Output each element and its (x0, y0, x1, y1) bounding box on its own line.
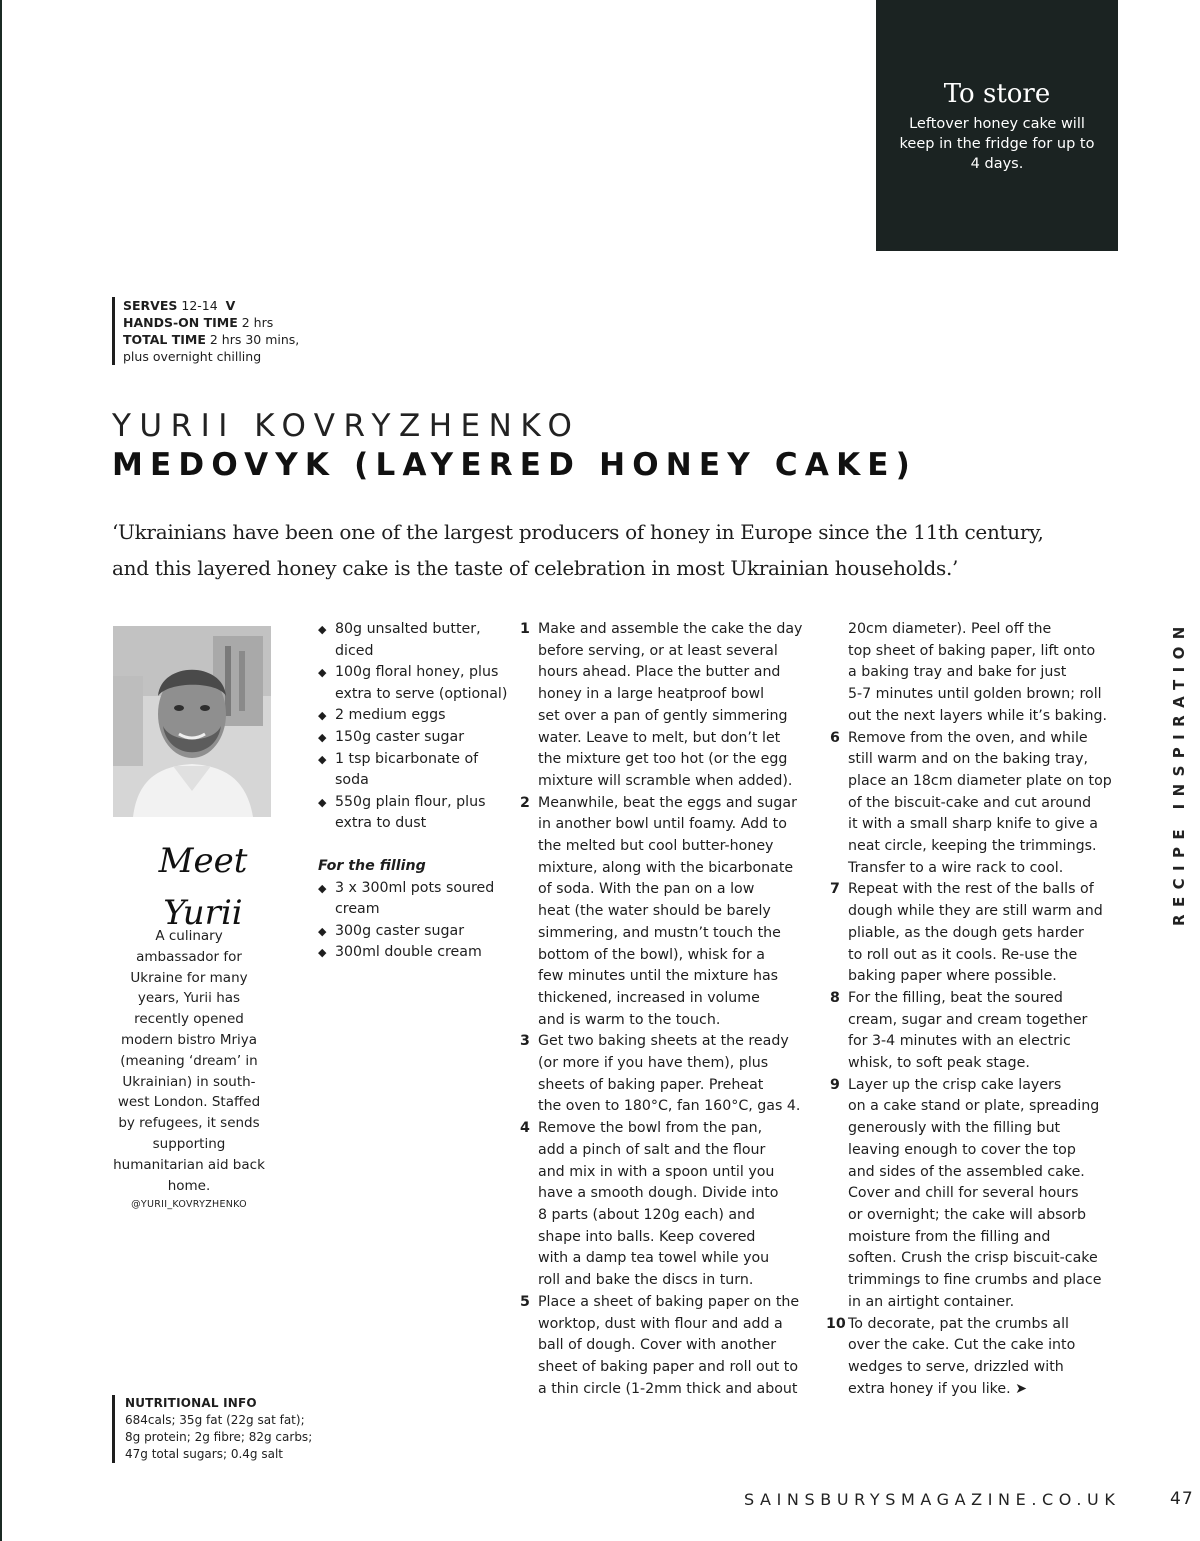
ingredient-text: 100g floral honey, plus extra to serve (optional) (335, 664, 508, 702)
step-number: 5 (520, 1293, 530, 1310)
social-handle: @YURII_KOVRYZHENKO (131, 1199, 247, 1210)
step-text-line: have a smooth dough. Divide into (538, 1185, 779, 1202)
ingredient-item (318, 878, 508, 921)
ingredient-text: 2 medium eggs (335, 707, 446, 724)
ingredient-text: 1 tsp bicarbonate of soda (335, 750, 479, 789)
step-text-line: For the filling, beat the soured (848, 989, 1063, 1006)
step-text-line: place an 18cm diameter plate on top (848, 772, 1112, 789)
ingredients-filling (318, 878, 508, 964)
chef-name: YURII KOVRYZHENKO (112, 408, 581, 444)
step-text-line: it with a small sharp knife to give a (848, 816, 1098, 833)
step-number: 7 (830, 881, 840, 898)
step-text-line: 20cm diameter). Peel off the (848, 621, 1052, 637)
nutrition-line: 8g protein; 2g fibre; 82g carbs; (125, 1430, 313, 1444)
step-text-line: water. Leave to melt, but don’t let (538, 729, 781, 746)
diamond-bullet-icon: ◆ (318, 795, 327, 809)
method-step (520, 619, 812, 793)
step-text-line: mixture, along with the bicarbonate (538, 859, 794, 876)
step-number: 10 (826, 1315, 846, 1332)
method-step (830, 728, 1122, 880)
ingredient-text: 300g caster sugar (335, 922, 465, 939)
step-text-line: in another bowl until foamy. Add to (538, 816, 787, 833)
step-text-line: with a damp tea towel while you (538, 1250, 770, 1267)
filling-heading: For the filling (318, 857, 426, 874)
nutrition-line: 684cals; 35g fat (22g sat fat); (125, 1413, 305, 1427)
step-text-line: a thin circle (1-2mm thick and about (538, 1380, 798, 1397)
step-text-line: the oven to 180°C, fan 160°C, gas 4. (538, 1098, 801, 1115)
step-number: 8 (830, 989, 840, 1006)
store-title: To store (943, 79, 1051, 109)
recipe-title: MEDOVYK (LAYERED HONEY CAKE) (112, 447, 918, 483)
step-number: 4 (520, 1120, 530, 1137)
serves-label: SERVES (123, 298, 178, 313)
ingredient-item (318, 662, 508, 705)
step-text-line: or overnight; the cake will absorb (848, 1206, 1086, 1223)
step-text-line: bottom of the bowl), whisk for a (538, 946, 765, 963)
section-side-label: RECIPE INSPIRATION (1170, 619, 1188, 926)
step-text-line: for 3-4 minutes with an electric (848, 1033, 1071, 1050)
ingredient-item (318, 792, 508, 835)
step-text-line: 8 parts (about 120g each) and (538, 1206, 756, 1223)
intro-quote: ‘Ukrainians have been one of the largest producers of honey in Europe since the 11th century, and this layered honey cake is the taste of celebration in most Ukrainian households.’ (112, 520, 1044, 580)
step-number: 1 (520, 621, 530, 637)
step-text-line: cream, sugar and cream together (848, 1011, 1088, 1028)
step-text-line: dough while they are still warm and (848, 903, 1103, 920)
footer-website: SAINSBURYSMAGAZINE.CO.UK (744, 1490, 1121, 1509)
step-text-line: whisk, to soft peak stage. (848, 1055, 1030, 1072)
step-text-line: hours ahead. Place the butter and (538, 664, 781, 681)
step-text-line: extra honey if you like. ➤ (848, 1380, 1028, 1397)
chef-photo (113, 626, 271, 817)
step-text-line: few minutes until the mixture has (538, 968, 779, 985)
step-number: 2 (520, 794, 530, 811)
step-text-line: To decorate, pat the crumbs all (848, 1315, 1069, 1332)
diamond-bullet-icon: ◆ (318, 946, 327, 960)
ingredient-item (318, 942, 508, 964)
method-step (520, 1031, 812, 1118)
step-text-line: before serving, or at least several (538, 642, 778, 659)
step-text-line: over the cake. Cut the cake into (848, 1337, 1076, 1354)
recipe-meta (112, 297, 299, 365)
diamond-bullet-icon: ◆ (318, 752, 327, 766)
step-text-line: of soda. With the pan on a low (538, 881, 755, 898)
step-text-line: thickened, increased in volume (538, 989, 760, 1006)
total-time-label: TOTAL TIME (123, 332, 206, 347)
step-text-line: pliable, as the dough gets harder (848, 924, 1084, 941)
ingredients-list (318, 619, 508, 964)
step-text-line: Place a sheet of baking paper on the (538, 1293, 800, 1310)
method-step (830, 619, 1122, 728)
diamond-bullet-icon: ◆ (318, 730, 327, 744)
step-text-line: Meanwhile, beat the eggs and sugar (538, 794, 797, 811)
step-number: 9 (830, 1076, 840, 1093)
ingredient-text: 80g unsalted butter, diced (335, 621, 481, 659)
ingredient-text: 150g caster sugar (335, 728, 465, 745)
method-step (830, 1075, 1122, 1314)
step-text-line: Transfer to a wire rack to cool. (848, 859, 1064, 876)
step-text-line: and is warm to the touch. (538, 1011, 721, 1028)
step-text-line: Make and assemble the cake the day (538, 621, 803, 637)
total-time-note: plus overnight chilling (123, 349, 262, 364)
step-text-line: the mixture get too hot (or the egg (538, 751, 788, 768)
ingredient-item (318, 619, 508, 662)
hands-on-label: HANDS-ON TIME (123, 315, 238, 330)
method-column-2 (826, 619, 1122, 1400)
step-text-line: soften. Crush the crisp biscuit-cake (848, 1250, 1098, 1267)
step-text-line: Layer up the crisp cake layers (848, 1076, 1062, 1093)
step-text-line: moisture from the filling and (848, 1228, 1051, 1245)
diamond-bullet-icon: ◆ (318, 666, 327, 680)
step-text-line: trimmings to fine crumbs and place (848, 1272, 1102, 1289)
step-text-line: wedges to serve, drizzled with (848, 1358, 1064, 1375)
step-text-line: Get two baking sheets at the ready (538, 1033, 789, 1050)
method-step (830, 988, 1122, 1075)
step-text-line: still warm and on the baking tray, (848, 751, 1089, 768)
step-text-line: generously with the filling but (848, 1120, 1061, 1137)
method-step (826, 1314, 1122, 1401)
ingredient-item (318, 921, 508, 943)
ingredients-main (318, 619, 508, 835)
step-text-line: baking paper where possible. (848, 968, 1057, 985)
diamond-bullet-icon: ◆ (318, 623, 327, 636)
step-text-line: honey in a large heatproof bowl (538, 686, 765, 703)
step-text-line: a baking tray and bake for just (848, 664, 1067, 681)
nutrition-heading: NUTRITIONAL INFO (125, 1396, 257, 1410)
chef-bio: A culinary ambassador for Ukraine for many years, Yurii has recently opened modern bistro Mriya (meaning ‘dream’ in Ukrainian) in south-west London. Staffed by refugees, it sends supporting humanitarian aid back home. (113, 928, 265, 1194)
step-text-line: to roll out as it cools. Re-use the (848, 946, 1078, 963)
total-time-value: 2 hrs 30 mins, (209, 332, 300, 347)
method-step (520, 793, 812, 1032)
ingredient-text: 3 x 300ml pots soured cream (335, 879, 495, 918)
step-text-line: sheets of baking paper. Preheat (538, 1076, 764, 1093)
meet-line-1: Meet (158, 841, 248, 881)
vegetarian-mark: V (225, 298, 236, 313)
step-text-line: mixture will scramble when added). (538, 772, 793, 789)
diamond-bullet-icon: ◆ (318, 881, 327, 895)
step-text-line: neat circle, keeping the trimmings. (848, 838, 1097, 855)
store-text: Leftover honey cake will keep in the fridge for up to 4 days. (899, 116, 1095, 172)
step-text-line: in an airtight container. (848, 1293, 1015, 1310)
diamond-bullet-icon: ◆ (318, 924, 327, 938)
method-step (830, 879, 1122, 988)
step-text-line: sheet of baking paper and roll out to (538, 1358, 799, 1375)
step-text-line: and sides of the assembled cake. (848, 1163, 1085, 1180)
method-column-1 (520, 619, 812, 1400)
page-number: 47 (1170, 1489, 1194, 1509)
step-text-line: (or more if you have them), plus (538, 1055, 769, 1072)
step-text-line: shape into balls. Keep covered (538, 1228, 756, 1245)
meet-heading (148, 835, 258, 939)
step-text-line: 5-7 minutes until golden brown; roll (848, 686, 1102, 703)
method-step (520, 1292, 812, 1401)
ingredient-item (318, 749, 508, 792)
method-step (520, 1118, 812, 1292)
page-edge (0, 0, 2, 1541)
step-text-line: simmering, and mustn’t touch the (538, 924, 781, 941)
step-number: 3 (520, 1033, 530, 1050)
step-text-line: the melted but cool butter-honey (538, 838, 774, 855)
meet-line-2: Yurii (163, 893, 243, 933)
step-text-line: add a pinch of salt and the flour (538, 1141, 766, 1158)
ingredient-text: 300ml double cream (335, 944, 482, 961)
step-text-line: on a cake stand or plate, spreading (848, 1098, 1100, 1115)
step-text-line: Repeat with the rest of the balls of (848, 881, 1094, 898)
nutrition-line: 47g total sugars; 0.4g salt (125, 1447, 283, 1461)
step-text-line: heat (the water should be barely (538, 903, 771, 920)
step-text-line: Cover and chill for several hours (848, 1185, 1079, 1202)
step-number: 6 (830, 729, 840, 746)
step-text-line: Remove the bowl from the pan, (538, 1120, 763, 1137)
store-tip-box (876, 0, 1118, 251)
step-text-line: top sheet of baking paper, lift onto (848, 642, 1096, 659)
hands-on-value: 2 hrs (241, 315, 274, 330)
nutrition-info (112, 1395, 312, 1463)
step-text-line: out the next layers while it’s baking. (848, 707, 1107, 724)
ingredient-item (318, 727, 508, 749)
step-text-line: of the biscuit-cake and cut around (848, 794, 1092, 811)
step-text-line: worktop, dust with flour and add a (538, 1315, 783, 1332)
serves-value: 12-14 (181, 298, 218, 313)
step-text-line: ball of dough. Cover with another (538, 1337, 777, 1354)
step-text-line: set over a pan of gently simmering (538, 707, 788, 724)
step-text-line: and mix in with a spoon until you (538, 1163, 775, 1180)
ingredient-item (318, 705, 508, 727)
step-text-line: leaving enough to cover the top (848, 1141, 1076, 1158)
step-text-line: roll and bake the discs in turn. (538, 1272, 754, 1289)
ingredient-text: 550g plain flour, plus extra to dust (335, 793, 486, 832)
diamond-bullet-icon: ◆ (318, 709, 327, 723)
step-text-line: Remove from the oven, and while (848, 729, 1088, 746)
